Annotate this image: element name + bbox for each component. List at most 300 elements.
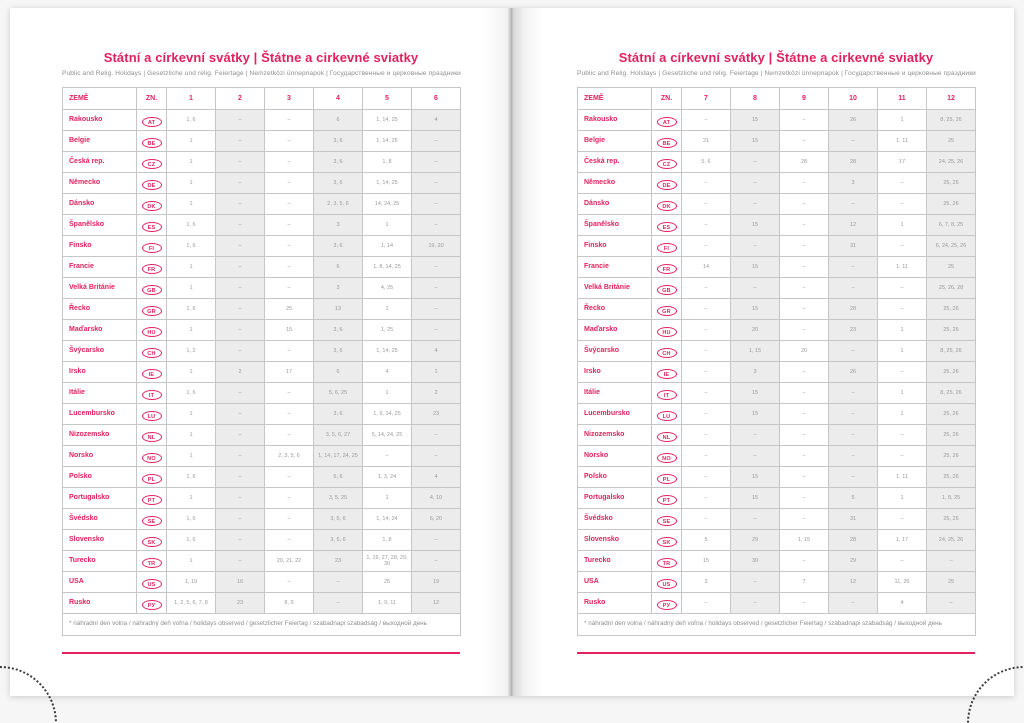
month-value-cell: 1	[167, 278, 216, 299]
month-value-cell: –	[216, 278, 265, 299]
month-value-cell: –	[731, 194, 780, 215]
country-name-cell: Česká rep.	[578, 152, 652, 173]
month-value-cell: –	[780, 362, 829, 383]
month-value-cell: 3, 6	[314, 173, 363, 194]
table-row	[578, 467, 976, 488]
country-code-badge: CZ	[657, 159, 677, 169]
month-value-cell: –	[314, 572, 363, 593]
footnote-row	[578, 614, 976, 636]
month-value-cell: –	[682, 194, 731, 215]
country-code-cell	[137, 467, 167, 488]
month-value-cell: –	[265, 110, 314, 131]
month-value-cell: –	[780, 593, 829, 614]
country-code-badge: LU	[657, 411, 677, 421]
month-value-cell: 1	[363, 383, 412, 404]
table-row	[578, 509, 976, 530]
month-column-header: 8	[731, 88, 780, 110]
country-name-cell: Portugalsko	[63, 488, 137, 509]
month-value-cell: –	[682, 299, 731, 320]
country-name-cell: Irsko	[578, 362, 652, 383]
country-code-badge: HU	[657, 327, 677, 337]
month-value-cell: 1	[878, 404, 927, 425]
country-name-cell: Francie	[578, 257, 652, 278]
month-value-cell: 25, 26	[927, 509, 976, 530]
month-value-cell: –	[682, 110, 731, 131]
country-code-cell	[652, 383, 682, 404]
country-code-badge: CZ	[142, 159, 162, 169]
table-row	[63, 110, 461, 131]
month-value-cell: –	[878, 425, 927, 446]
month-value-cell: –	[682, 215, 731, 236]
month-value-cell: –	[682, 278, 731, 299]
country-name-cell: Rusko	[578, 593, 652, 614]
month-value-cell: –	[731, 278, 780, 299]
month-value-cell: 1, 14, 25	[363, 131, 412, 152]
country-code-cell	[137, 572, 167, 593]
month-value-cell: 28	[829, 530, 878, 551]
month-value-cell: 23	[412, 404, 461, 425]
month-value-cell: –	[412, 257, 461, 278]
country-code-cell	[652, 194, 682, 215]
month-value-cell: 1, 19	[167, 572, 216, 593]
month-value-cell: –	[829, 425, 878, 446]
month-value-cell: –	[216, 236, 265, 257]
table-row	[63, 572, 461, 593]
month-value-cell: 20	[780, 341, 829, 362]
month-value-cell: 3	[682, 572, 731, 593]
country-code-cell	[137, 236, 167, 257]
month-value-cell: –	[878, 446, 927, 467]
month-value-cell: 1, 2	[167, 341, 216, 362]
month-column-header: 11	[878, 88, 927, 110]
month-value-cell: –	[682, 593, 731, 614]
country-code-badge: IE	[657, 369, 677, 379]
month-value-cell: –	[780, 551, 829, 572]
month-value-cell: –	[265, 215, 314, 236]
code-column-header: ZN.	[652, 88, 682, 110]
country-name-cell: Španělsko	[63, 215, 137, 236]
month-value-cell: 1	[878, 341, 927, 362]
month-value-cell: 1, 2, 5, 6, 7, 8	[167, 593, 216, 614]
table-header-row	[578, 88, 976, 110]
month-value-cell: 1, 8	[363, 530, 412, 551]
month-value-cell: –	[412, 551, 461, 572]
month-value-cell: 28	[780, 152, 829, 173]
month-value-cell: 7	[780, 572, 829, 593]
month-value-cell: –	[265, 572, 314, 593]
country-code-badge: BE	[142, 138, 162, 148]
month-value-cell: 1	[167, 194, 216, 215]
country-code-badge: DK	[142, 201, 162, 211]
country-code-badge: AT	[142, 117, 162, 127]
month-value-cell: 1, 6	[167, 215, 216, 236]
month-value-cell: –	[265, 404, 314, 425]
month-value-cell: 25	[265, 299, 314, 320]
month-value-cell: –	[780, 404, 829, 425]
month-value-cell: –	[780, 383, 829, 404]
country-name-cell: Itálie	[578, 383, 652, 404]
country-name-cell: Řecko	[578, 299, 652, 320]
month-value-cell: 25	[927, 257, 976, 278]
country-code-cell	[137, 404, 167, 425]
page-subtitle: Public and Relig. Holidays | Gesetzliche und relig. Feiertage | Nemzetközi ünnepnapok | Государственные и церковные праздники	[62, 70, 461, 77]
country-code-cell	[652, 572, 682, 593]
month-value-cell: –	[412, 425, 461, 446]
month-value-cell: 25	[363, 572, 412, 593]
month-value-cell: 1, 25	[363, 320, 412, 341]
country-code-cell	[137, 194, 167, 215]
month-value-cell: 3, 5, 25	[314, 488, 363, 509]
month-value-cell: –	[927, 593, 976, 614]
month-value-cell: –	[829, 194, 878, 215]
country-code-cell	[137, 509, 167, 530]
month-value-cell: 3	[314, 278, 363, 299]
month-value-cell: –	[780, 278, 829, 299]
month-value-cell: –	[780, 257, 829, 278]
country-name-cell: Švédsko	[63, 509, 137, 530]
month-value-cell: –	[829, 446, 878, 467]
month-value-cell: 15	[731, 110, 780, 131]
country-code-cell	[652, 551, 682, 572]
month-value-cell: 1, 6	[167, 110, 216, 131]
month-value-cell: 23	[829, 320, 878, 341]
right-page	[512, 8, 1014, 696]
country-code-cell	[137, 320, 167, 341]
month-value-cell: –	[731, 236, 780, 257]
country-name-cell: Německo	[63, 173, 137, 194]
table-row	[578, 131, 976, 152]
country-code-cell	[652, 404, 682, 425]
month-value-cell: –	[412, 215, 461, 236]
month-value-cell: 1	[878, 488, 927, 509]
month-value-cell: –	[780, 299, 829, 320]
country-name-cell: Nizozemsko	[63, 425, 137, 446]
month-value-cell: 28	[829, 299, 878, 320]
page-subtitle: Public and Relig. Holidays | Gesetzliche und relig. Feiertage | Nemzetközi ünnepnapok | Государственные и церковные праздники	[577, 70, 976, 77]
left-page	[10, 8, 512, 696]
month-value-cell: 6	[314, 362, 363, 383]
month-value-cell: –	[780, 110, 829, 131]
country-code-cell	[652, 446, 682, 467]
month-value-cell: –	[731, 572, 780, 593]
month-value-cell: 3, 6	[314, 236, 363, 257]
country-code-badge: IE	[142, 369, 162, 379]
country-code-cell	[137, 173, 167, 194]
month-value-cell: 6	[314, 110, 363, 131]
table-row	[63, 320, 461, 341]
month-value-cell: 15	[731, 467, 780, 488]
month-value-cell: 12	[412, 593, 461, 614]
month-value-cell: 5	[829, 488, 878, 509]
country-code-cell	[137, 530, 167, 551]
month-value-cell: –	[216, 446, 265, 467]
table-row	[63, 593, 461, 614]
country-code-badge: FR	[657, 264, 677, 274]
country-code-badge: GR	[142, 306, 162, 316]
month-value-cell: 8, 25, 26	[927, 341, 976, 362]
month-value-cell: –	[682, 446, 731, 467]
country-name-cell: Maďarsko	[63, 320, 137, 341]
table-row	[63, 530, 461, 551]
country-code-cell	[652, 593, 682, 614]
country-code-cell	[137, 152, 167, 173]
month-value-cell: 24, 25, 26	[927, 152, 976, 173]
table-row	[578, 257, 976, 278]
month-value-cell: 1	[167, 488, 216, 509]
month-value-cell: 1	[167, 425, 216, 446]
month-value-cell: 2, 3, 5, 6	[314, 194, 363, 215]
month-value-cell: –	[412, 530, 461, 551]
country-code-cell	[652, 110, 682, 131]
month-value-cell: 1	[167, 320, 216, 341]
footnote-text: * náhradní den volna / náhradný deň voľna / holidays observed / gesetzlicher Feiertag / szabadnapi szabadság / выходной день	[578, 614, 976, 636]
table-row	[63, 341, 461, 362]
country-name-cell: Německo	[578, 173, 652, 194]
month-value-cell: 3	[829, 173, 878, 194]
country-code-cell	[137, 131, 167, 152]
table-row	[578, 236, 976, 257]
month-column-header: 6	[412, 88, 461, 110]
country-name-cell: Česká rep.	[63, 152, 137, 173]
month-value-cell: –	[878, 299, 927, 320]
country-code-badge: РУ	[657, 600, 677, 610]
page-title: Státní a církevní svátky | Štátne a cirkevné sviatky	[618, 50, 934, 65]
country-code-badge: CH	[142, 348, 162, 358]
month-value-cell: 3	[731, 362, 780, 383]
table-header-row	[63, 88, 461, 110]
country-code-cell	[137, 593, 167, 614]
month-value-cell: –	[265, 467, 314, 488]
month-value-cell: –	[265, 425, 314, 446]
country-code-badge: PT	[657, 495, 677, 505]
country-code-badge: GR	[657, 306, 677, 316]
country-name-cell: USA	[63, 572, 137, 593]
country-code-cell	[652, 257, 682, 278]
month-value-cell: –	[412, 278, 461, 299]
month-value-cell: –	[682, 488, 731, 509]
month-value-cell: 23	[314, 551, 363, 572]
month-value-cell: 26	[829, 362, 878, 383]
month-value-cell: –	[412, 173, 461, 194]
month-value-cell: –	[265, 383, 314, 404]
country-name-cell: Finsko	[578, 236, 652, 257]
country-name-cell: Polsko	[63, 467, 137, 488]
month-value-cell: –	[216, 110, 265, 131]
holiday-table-right	[577, 87, 976, 636]
country-code-badge: TR	[657, 558, 677, 568]
table-row	[63, 383, 461, 404]
month-value-cell: 6, 7, 8, 25	[927, 215, 976, 236]
country-name-cell: Rakousko	[63, 110, 137, 131]
country-code-badge: NL	[142, 432, 162, 442]
table-row	[578, 383, 976, 404]
month-value-cell: 1, 11	[878, 257, 927, 278]
month-value-cell: 1	[167, 404, 216, 425]
country-code-cell	[652, 215, 682, 236]
month-value-cell: 17	[878, 152, 927, 173]
month-value-cell: 17	[265, 362, 314, 383]
country-code-badge: GB	[657, 285, 677, 295]
table-row	[578, 425, 976, 446]
country-code-cell	[652, 236, 682, 257]
month-value-cell: 1	[412, 362, 461, 383]
month-value-cell: –	[216, 404, 265, 425]
table-row	[578, 110, 976, 131]
table-row	[63, 152, 461, 173]
month-value-cell: –	[829, 404, 878, 425]
month-value-cell: –	[682, 467, 731, 488]
month-value-cell: 4, 25	[363, 278, 412, 299]
table-row	[578, 530, 976, 551]
table-row	[63, 257, 461, 278]
month-value-cell: 1, 14, 25	[363, 110, 412, 131]
month-value-cell: –	[216, 194, 265, 215]
table-row	[63, 173, 461, 194]
footnote-row	[63, 614, 461, 636]
country-code-badge: IT	[142, 390, 162, 400]
month-value-cell: 25, 26	[927, 362, 976, 383]
country-name-cell: Švýcarsko	[63, 341, 137, 362]
month-value-cell: 3, 6	[314, 404, 363, 425]
country-code-badge: SE	[657, 516, 677, 526]
country-code-badge: NO	[657, 453, 677, 463]
month-value-cell: 14, 24, 25	[363, 194, 412, 215]
code-column-header: ZN.	[137, 88, 167, 110]
month-value-cell: 1	[167, 362, 216, 383]
month-value-cell: –	[731, 509, 780, 530]
month-value-cell: –	[216, 467, 265, 488]
month-value-cell: 1, 14	[363, 236, 412, 257]
month-value-cell: –	[780, 173, 829, 194]
country-name-cell: Velká Británie	[63, 278, 137, 299]
table-row	[63, 446, 461, 467]
month-value-cell: –	[878, 173, 927, 194]
month-value-cell: 12	[829, 572, 878, 593]
month-value-cell: 1	[167, 152, 216, 173]
month-value-cell: 1	[363, 299, 412, 320]
table-row	[578, 320, 976, 341]
month-value-cell: 15	[731, 488, 780, 509]
country-code-cell	[137, 383, 167, 404]
country-name-cell: Slovensko	[578, 530, 652, 551]
country-code-cell	[652, 152, 682, 173]
month-value-cell: 3	[314, 215, 363, 236]
month-value-cell: –	[216, 551, 265, 572]
month-value-cell: 25, 26	[927, 299, 976, 320]
month-value-cell: –	[878, 551, 927, 572]
month-value-cell: –	[829, 467, 878, 488]
country-name-cell: Španělsko	[578, 215, 652, 236]
bottom-rule	[577, 652, 975, 654]
month-value-cell: –	[878, 194, 927, 215]
month-value-cell: 5, 6	[682, 152, 731, 173]
month-value-cell: –	[216, 320, 265, 341]
month-value-cell: –	[265, 194, 314, 215]
month-value-cell: –	[216, 131, 265, 152]
table-row	[63, 131, 461, 152]
month-value-cell: –	[265, 278, 314, 299]
country-code-badge: NL	[657, 432, 677, 442]
table-row	[578, 446, 976, 467]
country-name-cell: Turecko	[578, 551, 652, 572]
month-value-cell: –	[829, 341, 878, 362]
country-code-badge: GB	[142, 285, 162, 295]
month-value-cell: 4	[412, 467, 461, 488]
month-value-cell: 25	[927, 572, 976, 593]
country-name-cell: Norsko	[578, 446, 652, 467]
month-value-cell: –	[412, 131, 461, 152]
month-value-cell: –	[731, 446, 780, 467]
month-value-cell: –	[216, 383, 265, 404]
table-row	[63, 425, 461, 446]
month-column-header: 10	[829, 88, 878, 110]
month-value-cell: –	[682, 320, 731, 341]
month-value-cell: 3, 6	[314, 320, 363, 341]
month-value-cell: 1	[363, 488, 412, 509]
country-name-cell: Rusko	[63, 593, 137, 614]
table-row	[578, 593, 976, 614]
month-value-cell: 1, 11	[878, 131, 927, 152]
month-value-cell: 1	[363, 215, 412, 236]
table-row	[578, 362, 976, 383]
country-code-cell	[137, 278, 167, 299]
country-code-cell	[652, 131, 682, 152]
table-row	[578, 551, 976, 572]
month-value-cell: –	[314, 593, 363, 614]
country-code-badge: TR	[142, 558, 162, 568]
table-row	[578, 278, 976, 299]
month-value-cell: 1, 17	[878, 530, 927, 551]
country-code-cell	[137, 110, 167, 131]
month-value-cell: 4	[878, 593, 927, 614]
country-name-cell: Irsko	[63, 362, 137, 383]
month-value-cell: 1, 8	[363, 152, 412, 173]
month-value-cell: 6, 24, 25, 26	[927, 236, 976, 257]
month-value-cell: –	[682, 509, 731, 530]
month-value-cell: 8, 25, 26	[927, 110, 976, 131]
month-value-cell: 25, 26	[927, 446, 976, 467]
table-row	[578, 173, 976, 194]
month-value-cell: 1, 14, 25	[363, 341, 412, 362]
month-value-cell: –	[216, 152, 265, 173]
country-name-cell: Lucembursko	[578, 404, 652, 425]
month-column-header: 4	[314, 88, 363, 110]
month-value-cell: 19	[412, 572, 461, 593]
country-code-badge: LU	[142, 411, 162, 421]
month-value-cell: 1	[878, 383, 927, 404]
month-value-cell: 6, 20	[412, 509, 461, 530]
country-code-badge: SE	[142, 516, 162, 526]
country-code-cell	[137, 215, 167, 236]
country-code-badge: DE	[142, 180, 162, 190]
month-value-cell: –	[412, 152, 461, 173]
month-value-cell: 1	[878, 110, 927, 131]
month-value-cell: –	[878, 278, 927, 299]
month-value-cell: 25, 26	[927, 467, 976, 488]
month-value-cell: 14	[682, 257, 731, 278]
country-code-badge: FR	[142, 264, 162, 274]
month-value-cell: 16	[216, 572, 265, 593]
country-code-badge: HU	[142, 327, 162, 337]
country-name-cell: Dánsko	[63, 194, 137, 215]
month-value-cell: –	[780, 131, 829, 152]
month-value-cell: 4	[412, 110, 461, 131]
month-value-cell: –	[216, 509, 265, 530]
table-row	[63, 467, 461, 488]
month-column-header: 12	[927, 88, 976, 110]
country-code-cell	[652, 320, 682, 341]
month-value-cell: 1, 8, 14, 25	[363, 257, 412, 278]
